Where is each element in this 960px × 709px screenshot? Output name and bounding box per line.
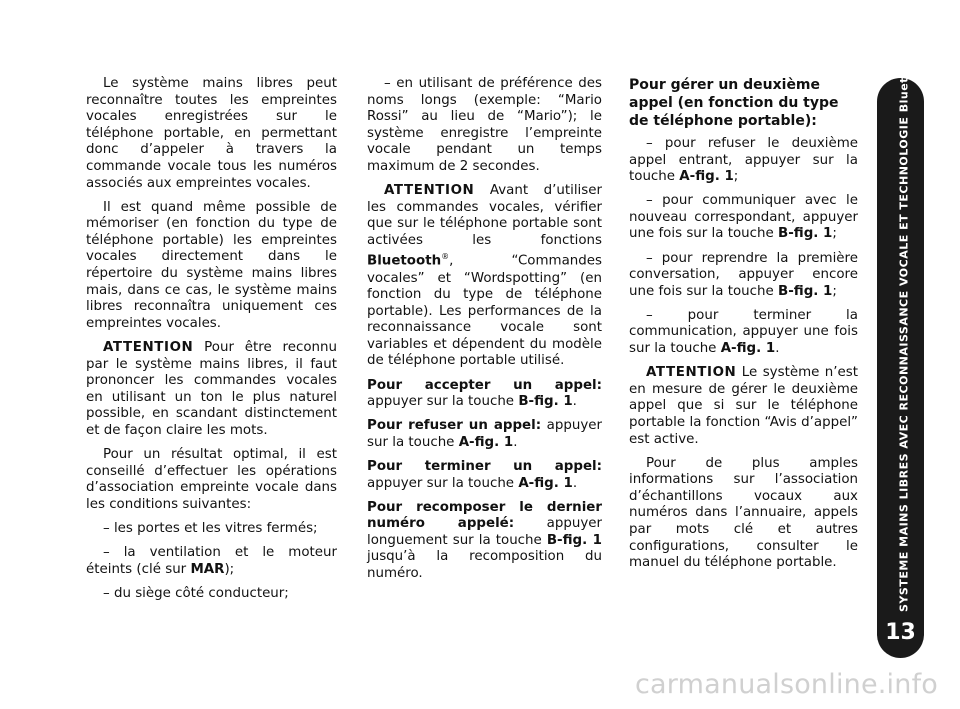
list-item-driver-seat: – du siège côté conducteur; <box>103 585 289 601</box>
text-column-right <box>629 76 858 579</box>
paragraph-attention-call-waiting: ATTENTION Le système n’est en mesure de gérer le deuxième appel que si sur le téléphone portable la fonction “Avis d’appel” est active. <box>629 365 858 447</box>
bluetooth-brand: Bluetooth <box>367 253 442 269</box>
text-column-middle <box>367 76 602 590</box>
attention-label: ATTENTION <box>646 365 737 381</box>
list-item-ventilation: – la ventilation et le moteur éteints (clé sur MAR); <box>86 544 337 577</box>
paragraph-accept-call: Pour accepter un appel: appuyer sur la touche B-fig. 1. <box>367 377 602 410</box>
key-position-label: MAR <box>190 561 225 577</box>
paragraph-optimal-result: Pour un résultat optimal, il est conseillé d’effectuer les opérations d’association empreinte vocale dans les conditions suivantes: <box>86 446 337 512</box>
list-item-refuse-second: – pour refuser le deuxième appel entrant, appuyer sur la touche A-fig. 1; <box>629 136 858 185</box>
list-item-end-communication: – pour terminer la communication, appuyer une fois sur la touche A-fig. 1. <box>629 307 858 357</box>
chapter-title: SYSTEME MAINS LIBRES AVEC RECONNAISSANCE VOCALE ET TECHNOLOGIE Bluetooth® <box>897 39 911 612</box>
paragraph-more-info: Pour de plus amples informations sur l’association d’échantillons vocaux aux numéros dans l’annuaire, appels par mots clé et autres configurations, consulter le manuel du téléphone portable. <box>629 455 858 571</box>
paragraph-attention-activate: ATTENTION Avant d’utiliser les commandes vocales, vérifier que sur le téléphone portable sont activées les fonctions Bluetooth®, “Commandes vocales” et “Wordspotting” (en fonction du type de téléphone portable). Les performances de la reconnaissance vocale sont variables et dépendent du modèle de téléphone portable utilisé. <box>367 183 602 369</box>
attention-label: ATTENTION <box>384 183 475 199</box>
paragraph-voice-prints: Le système mains libres peut reconnaître toutes les empreintes vocales enregistrées sur le téléphone portable, en permettant donc d’appeler à travers la commande vocale tous les numéros associés aux empreintes vocales. <box>86 76 337 191</box>
list-item-resume-first: – pour reprendre la première conversation, appuyer encore une fois sur la touche B-fig. 1; <box>629 250 858 299</box>
section-heading-second-call: Pour gérer un deuxième appel (en fonction du type de téléphone portable): <box>629 77 839 129</box>
page-number: 13 <box>885 620 916 645</box>
paragraph-redial: Pour recomposer le dernier numéro appelé: appuyer longuement sur la touche B-fig. 1 jusqu’à la recomposition du numéro. <box>367 499 602 581</box>
text-column-left <box>86 76 337 610</box>
list-item-communicate-new: – pour communiquer avec le nouveau correspondant, appuyer une fois sur la touche B-fig. 1; <box>629 193 858 242</box>
list-item-doors: – les portes et les vitres fermés; <box>103 520 318 536</box>
watermark: carmanualsonline.info <box>635 669 938 700</box>
attention-label: ATTENTION <box>103 339 194 355</box>
paragraph-memorize: Il est quand même possible de mémoriser (en fonction du type de téléphone portable) les empreintes vocales directement dans le répertoire du système mains libres mais, dans ce cas, le système mains libres reconnaîtra uniquement ces empreintes vocales. <box>86 199 337 331</box>
paragraph-attention-pronounce: ATTENTION Pour être reconnu par le système mains libres, il faut prononcer les commandes vocales en utilisant un ton le plus naturel possible, en scandant distinctement et de façon claire les mots. <box>86 339 337 438</box>
list-item-long-names: – en utilisant de préférence des noms longs (exemple: “Mario Rossi” au lieu de “Mario”); le système enregistre l’empreinte vocale pendant un temps maximum de 2 secondes. <box>367 76 602 174</box>
paragraph-refuse-call: Pour refuser un appel: appuyer sur la touche A-fig. 1. <box>367 418 602 450</box>
paragraph-end-call: Pour terminer un appel: appuyer sur la touche A-fig. 1. <box>367 458 602 491</box>
